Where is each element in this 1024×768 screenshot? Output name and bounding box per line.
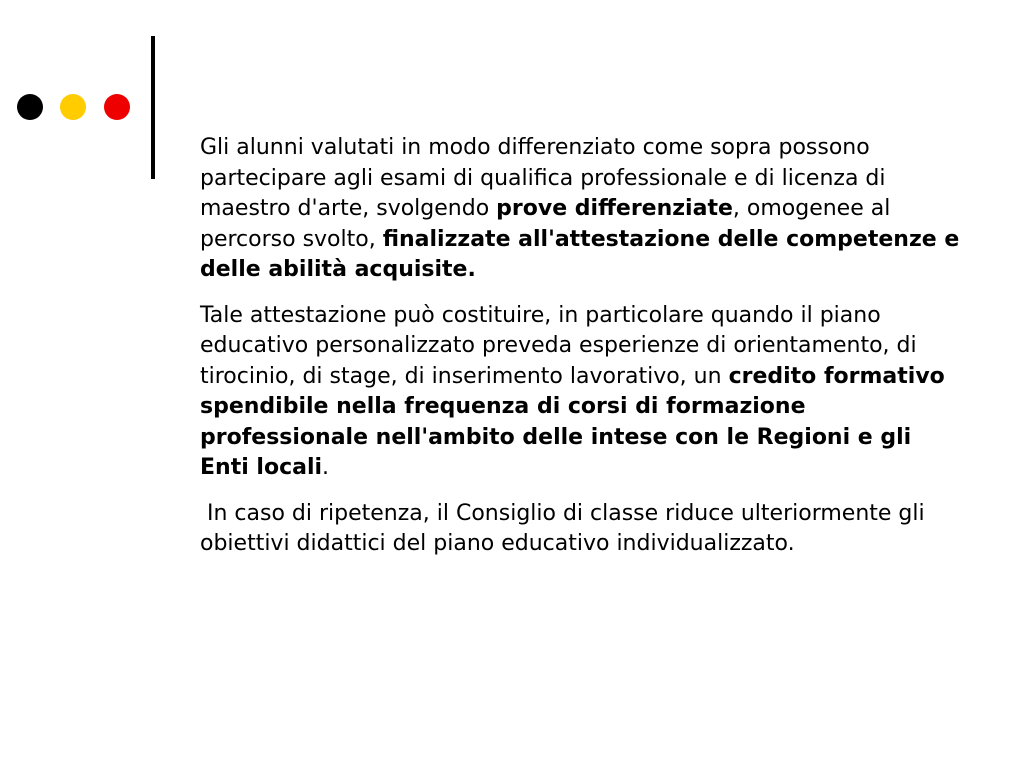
paragraph-2-text: . — [322, 455, 330, 480]
black-dot-icon — [17, 94, 43, 120]
paragraph-1-text: , omogenee al percorso svolto, — [200, 196, 891, 252]
paragraph-1-bold: prove differenziate — [496, 196, 733, 221]
paragraph-1-text: Gli alunni valutati in modo differenziato come sopra possono partecipare agli esami di qualifica professionale e di licenza di maestro d'arte, svolgendo — [200, 135, 886, 221]
slide-body — [200, 133, 960, 575]
paragraph-3 — [200, 499, 960, 560]
vertical-divider — [151, 36, 155, 179]
red-dot-icon — [104, 94, 130, 120]
paragraph-3-text: In caso di ripetenza, il Consiglio di classe riduce ulteriormente gli obiettivi didattici del piano educativo individualizzato. — [200, 500, 932, 556]
paragraph-2-text: Tale attestazione può costituire, in particolare quando il piano educativo personalizzato preveda esperienze di orientamento, di tirocinio, di stage, di inserimento lavorativo, un — [200, 302, 917, 389]
yellow-dot-icon — [60, 94, 86, 120]
paragraph-2-bold: credito formativo spendibile nella frequenza di corsi di formazione professionale nell'ambito delle intese con le Regioni e gli Enti locali — [200, 363, 945, 480]
paragraph-1-bold: finalizzate all'attestazione delle competenze e delle abilità acquisite. — [200, 226, 960, 282]
paragraph-2 — [200, 301, 960, 484]
paragraph-1 — [200, 133, 960, 286]
